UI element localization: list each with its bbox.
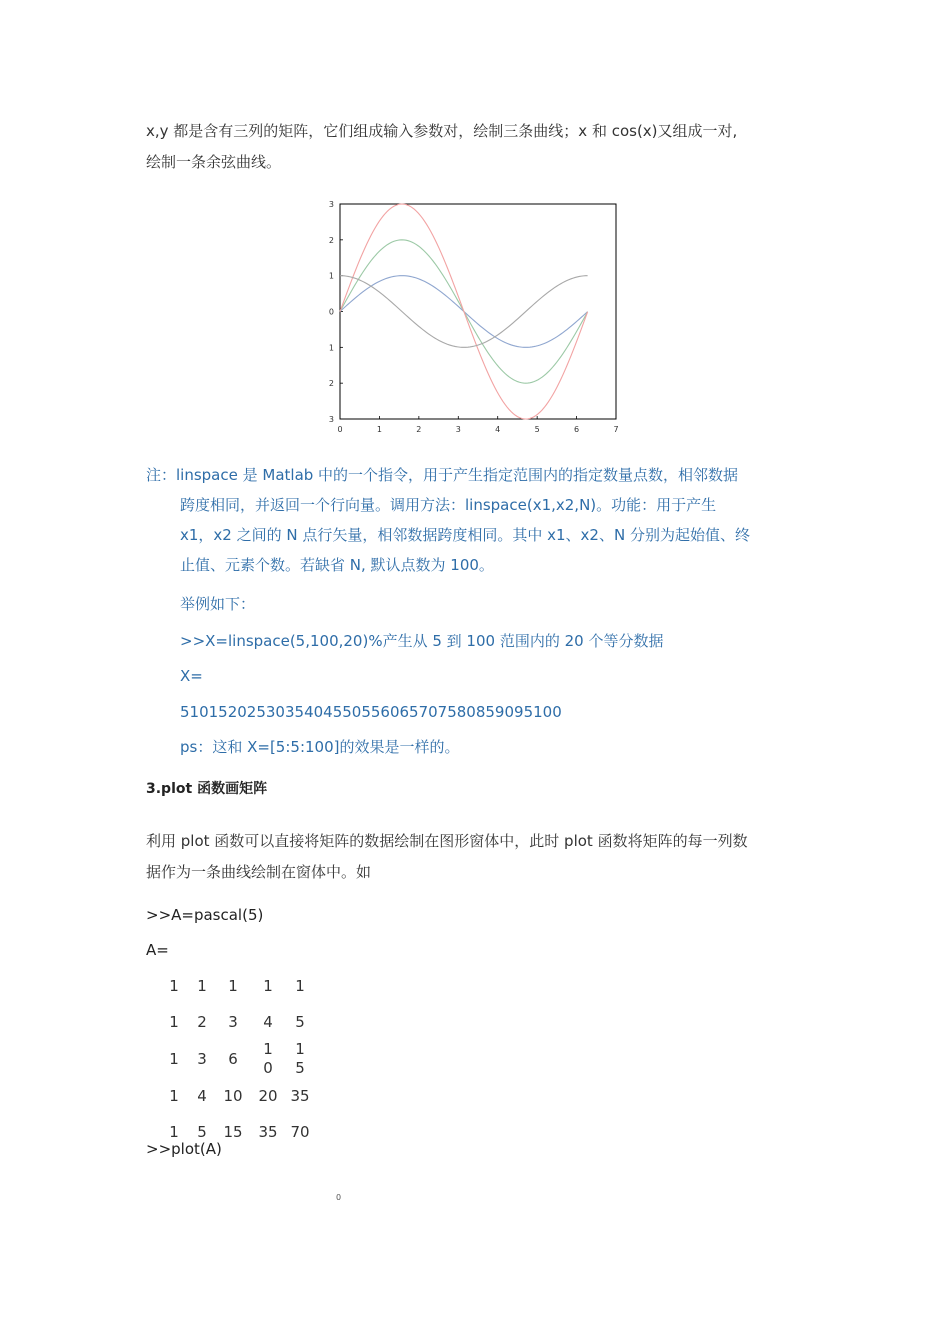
matrix-cell: 3 — [228, 1013, 238, 1031]
plot-command: >>plot(A) — [146, 1140, 222, 1158]
matrix-cell: 1 — [169, 1013, 179, 1031]
y-tick-label: 1 — [328, 343, 334, 353]
pascal-matrix — [160, 968, 314, 1150]
section-line-2: 据作为一条曲线绘制在窗体中。如 — [146, 863, 372, 881]
x-tick-label: 4 — [495, 425, 501, 434]
section-line-1: 利用 plot 函数可以直接将矩阵的数据绘制在图形窗体中，此时 plot 函数将矩阵的每一列数 — [146, 832, 748, 850]
x-tick-label: 3 — [455, 425, 461, 434]
matrix-cell: 5 — [197, 1123, 207, 1141]
intro-line-1: x,y 都是含有三列的矩阵，它们组成输入参数对，绘制三条曲线；x 和 cos(x)又组成一对, — [146, 122, 738, 140]
matrix-cell: 1 — [169, 1123, 179, 1141]
x-tick-label: 2 — [416, 425, 422, 434]
matrix-row — [160, 1078, 314, 1114]
y-tick-label: 3 — [328, 415, 334, 424]
matrix-cell: 1 — [197, 977, 207, 995]
matrix-cell: 1 — [169, 977, 179, 995]
matrix-cell: 35 — [258, 1123, 278, 1141]
example-title: 举例如下： — [180, 595, 256, 613]
x-tick-label: 7 — [613, 425, 619, 434]
matrix-cell: 3 — [197, 1050, 207, 1068]
matrix-cell — [250, 1040, 286, 1078]
matrix-row — [160, 968, 314, 1004]
note-line-3: x1，x2 之间的 N 点行矢量，相邻数据跨度相同。其中 x1、x2、N 分别为起始值、终 — [180, 526, 750, 544]
matrix-cell: 2 — [197, 1013, 207, 1031]
matrix-cell: 6 — [228, 1050, 238, 1068]
matrix-cell: 4 — [263, 1013, 273, 1031]
matrix-cell: 1 — [169, 1050, 179, 1068]
matrix-cell: 70 — [290, 1123, 310, 1141]
note-line-4: 止值、元素个数。若缺省 N, 默认点数为 100。 — [180, 556, 494, 574]
matrix-cell: 4 — [197, 1087, 207, 1105]
matrix-row — [160, 1040, 314, 1078]
y-tick-label: 3 — [328, 200, 334, 209]
plot-frame — [340, 204, 616, 419]
trailing-mark: 0 — [336, 1193, 342, 1202]
matrix-cell: 1 — [169, 1087, 179, 1105]
matrix-label: A= — [146, 941, 169, 959]
example-x-label: X= — [180, 667, 203, 685]
x-tick-label: 5 — [534, 425, 540, 434]
y-tick-label: 2 — [328, 235, 334, 245]
intro-line-2: 绘制一条余弦曲线。 — [146, 153, 282, 171]
linspace-note — [146, 460, 806, 580]
x-tick-label: 6 — [574, 425, 580, 434]
matrix-cell: 1 — [228, 977, 238, 995]
example-ps: ps：这和 X=[5:5:100]的效果是一样的。 — [180, 738, 460, 756]
matrix-cell-stacked: 1 0 — [263, 1040, 273, 1077]
note-line-1: 注：linspace 是 Matlab 中的一个指令，用于产生指定范围内的指定数量点数，相邻数据 — [146, 466, 739, 484]
matrix-cell: 35 — [290, 1087, 310, 1105]
x-tick-label: 1 — [376, 425, 382, 434]
example-values: 5101520253035404550556065707580859095100 — [180, 703, 562, 721]
example-command: >>X=linspace(5,100,20)%产生从 5 到 100 范围内的 20 个等分数据 — [180, 632, 664, 650]
matrix-cell: 20 — [258, 1087, 278, 1105]
matrix-row — [160, 1004, 314, 1040]
matrix-cell: 10 — [223, 1087, 243, 1105]
note-line-2: 跨度相同，并返回一个行向量。调用方法：linspace(x1,x2,N)。功能：用于产生 — [180, 496, 717, 514]
y-tick-label: 0 — [328, 307, 334, 317]
x-tick-label: 0 — [337, 425, 343, 434]
matrix-cell — [286, 1040, 314, 1078]
matrix-cell: 15 — [223, 1123, 243, 1141]
y-tick-label: 2 — [328, 379, 334, 389]
matrix-cell: 1 — [263, 977, 273, 995]
matrix-cell-stacked: 1 5 — [295, 1040, 305, 1077]
pascal-command: >>A=pascal(5) — [146, 906, 264, 924]
matrix-cell: 5 — [295, 1013, 305, 1031]
y-tick-label: 1 — [328, 271, 334, 281]
matrix-cell: 1 — [295, 977, 305, 995]
sine-chart — [320, 196, 640, 446]
section-title: 3.plot 函数画矩阵 — [146, 781, 268, 797]
